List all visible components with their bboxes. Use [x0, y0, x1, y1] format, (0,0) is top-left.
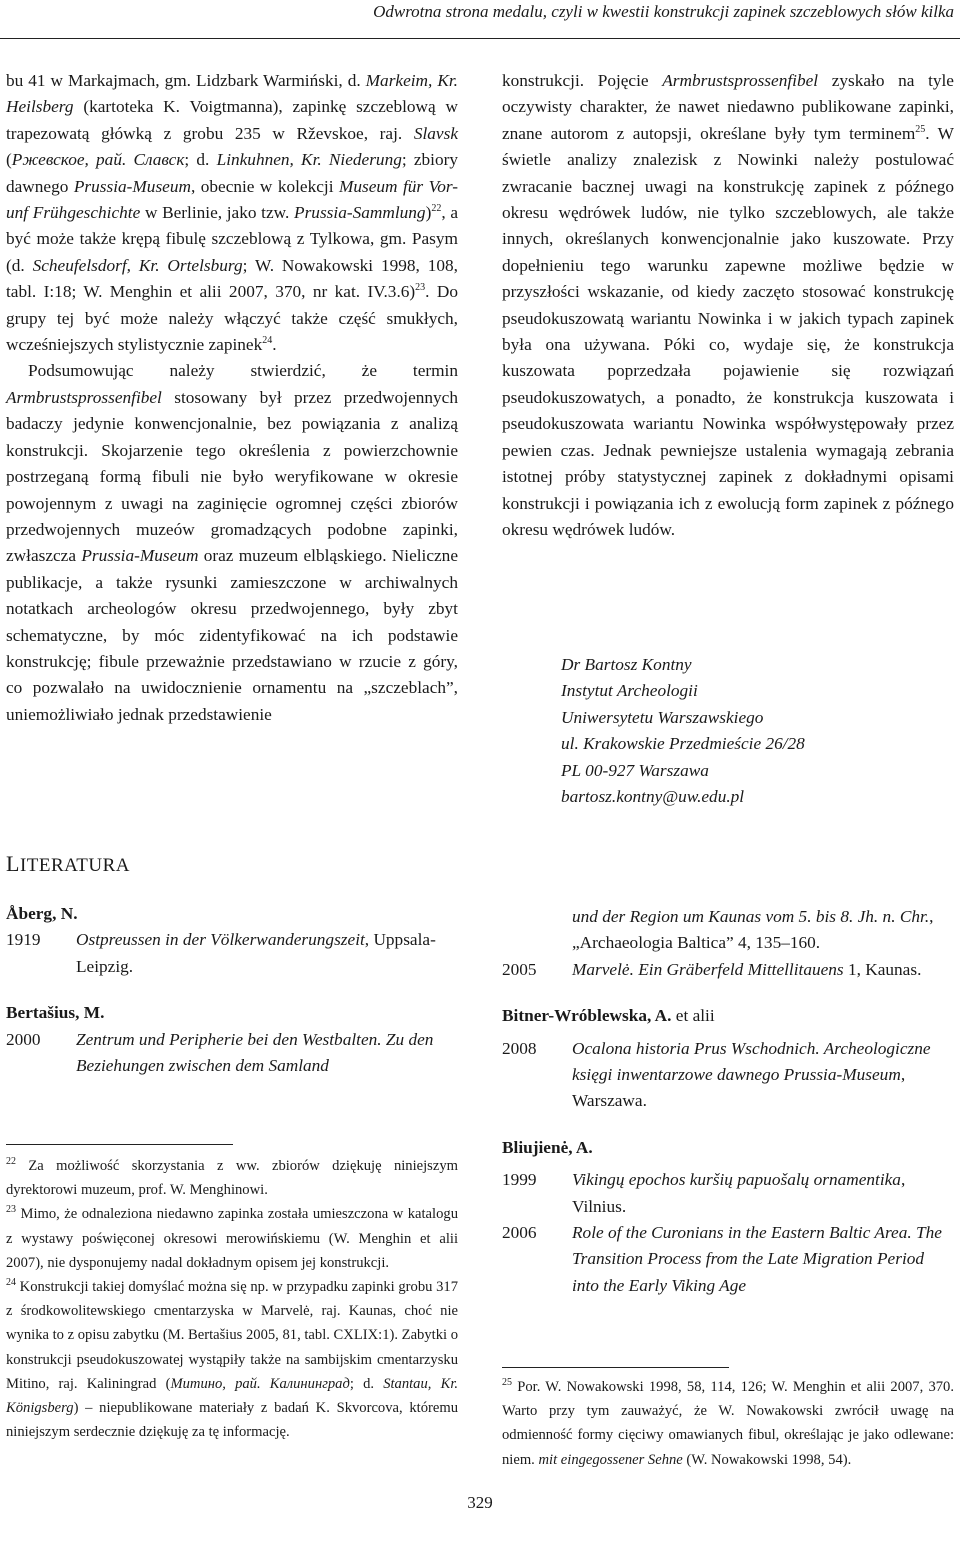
footnotes-left — [6, 1154, 458, 1444]
bib-author: Åberg, N. — [6, 904, 78, 923]
bib-entry: 2005 Marvelė. Ein Gräberfeld Mittellitauens 1, Kaunas. — [502, 959, 922, 979]
author-email: bartosz.kontny@uw.edu.pl — [561, 787, 745, 807]
footnote-24: $^{24}$ Konstrukcji takiej domyślać można się np. w przypadku zapinki grobu 317 z środkowolitewskiego cmentarzyska w Marvelė, raj. Kaunas, choć nie wynika to z opisu zabytku (M. Bertašius 2005, 81, tabl. CXLIX:1). Zabytki o konstrukcji pseudokuszowatej wystąpiły także na sambijskim cmentarzysku Mitino, raj. Kaliningrad (Митино, рай. Калининград; d. Stantau, Kr. Königsberg) – niepublikowane materiały z badań K. Skvorcova, któremu niniejszym serdecznie dziękuję za tę informację. — [6, 1277, 459, 1441]
bib-entry: 2008 Ocalona historia Prus Wschodnich. Archeologiczne księgi inwentarzowe dawnego Prussia-Museum, Warszawa. — [502, 1038, 931, 1111]
footnotes-right — [502, 1375, 954, 1472]
left-paragraph-2: Podsumowując należy stwierdzić, że termin Armbrustsprossenfibel stosowany był przez przedwojennych badaczy jedynie konwencjonalnie, bez powiązania z analizą konstrukcji. Skojarzenie tego określenia z powierzchownie postrzeganą formą fibuli nie było weryfikowane w okresie powojennym z uwagi na zaginięcie ogromnej części zbiorów przedwojennych muzeów gromadzących podobne zapinki, zwłaszcza Prussia-Museum oraz muzeum elbląskiego. Nieliczne publikacje, a także rysunki zamieszczone w archiwalnych notatkach archeologów okresu przedwojennego, były zbyt schematyczne, by móc zidentyfikować na ich podstawie konstrukcję; fibule przeważnie przedstawiano w rzucie z góry, co pozwalało na uwidocznienie ornamentu na „szczeblach”, uniemożliwiało jednak przedstawienie — [6, 361, 458, 724]
bib-author: Bitner-Wróblewska, A. et alii — [502, 1006, 715, 1026]
bib-entry: 1919 Ostpreussen in der Völkerwanderungszeit, Uppsala-Leipzig. — [6, 930, 436, 976]
left-column — [6, 68, 458, 728]
right-paragraph-1: konstrukcji. Pojęcie Armbrustsprossenfibel zyskało na tyle oczywisty charakter, że nawet niedawno publikowane zapinki, znane autorom z autopsji, określane były tym terminem$^{25}$. W świetle analizy znalezisk z Nowinki należy postulować zwracanie bacznej uwagi na konstrukcję zapinek z późnego okresu wędrówek ludów, nie tylko szczeblowych, ale także innych, określanych konwencjonalnie jako kuszowate. Przy dopełnieniu tego warunku zapewne możliwe będzie w przyszłości wskazanie, od kiedy zaczęto stosować konstrukcję pseudokuszowatą wariantu Nowinka i w jakich typach zapinek była ona używana. Póki co, wydaje się, że konstrukcja kuszowata poprzedzała pojawienie się rozwiązań pseudokuszowatych, a ponadto, że konstrukcja kuszowata i pseudokuszowata wariantu Nowinka współwystępowały przez pewien czas. Jednak pewniejsze ustalenia wymagają zebrania istotnej próby statystycznej zapinek z dokładnymi opisami konstrukcji i powiązania ich z ewolucją form zapinek z późnego okresu wędrówek ludów. — [502, 71, 954, 539]
author-line: PL 00-927 Warszawa — [561, 760, 709, 780]
left-paragraph-1: bu 41 w Markajmach, gm. Lidzbark Warmiński, d. Markeim, Kr. Heilsberg (kartoteka K. Voigtmanna), zapinkę szczeblową w trapezowatą główką z grobu 235 w Rževskoe, raj. Slavsk (Ржевское, рай. Славск; d. Linkuhnen, Kr. Niederung; zbiory dawnego Prussia-Museum, obecnie w kolekcji Museum für Vor- unf Frühgeschichte w Berlinie, jako tzw. Prussia-Sammlung)$^{22}$, a być może także krępą fibulę szczeblową z Tylkowa, gm. Pasym (d. Scheufelsdorf, Kr. Ortelsburg; W. Nowakowski 1998, 108, tabl. I:18; W. Menghin et alii 2007, 370, nr kat. IV.3.6)$^{23}$. Do grupy tej być może należy włączyć także część smukłych, wcześniejszych stylistycznie zapinek$^{24}$. — [6, 71, 459, 355]
bibliography-left — [6, 901, 458, 1079]
bib-entry: 2000 Zentrum und Peripherie bei den Westbalten. Zu den Beziehungen zwischen dem Samland — [6, 1029, 434, 1076]
bibliography-right — [502, 904, 954, 1299]
right-column — [502, 68, 954, 543]
bib-author: Bertašius, M. — [6, 1003, 105, 1023]
running-title: Odwrotna strona medalu, czyli w kwestii konstrukcji zapinek szczeblowych słów kilka — [373, 2, 954, 21]
author-line: ul. Krakowskie Przedmieście 26/28 — [561, 734, 805, 754]
footnote-rule — [502, 1367, 729, 1368]
author-address — [561, 652, 805, 810]
footnote-22: $^{22}$ Za możliwość skorzystania z ww. zbiorów dziękuję niniejszym dyrektorowi muzeum, prof. W. Menghinowi. — [6, 1156, 458, 1199]
footnote-23: $^{23}$ Mimo, że odnaleziona niedawno zapinka została umieszczona w katalogu z wystawy poświęconej okresowi merowińskiemu (W. Menghin et alii 2007), nie dysponujemy nadal dokładnym opisem jej konstrukcji. — [6, 1204, 458, 1271]
footnote-rule — [6, 1144, 233, 1145]
author-line: Uniwersytetu Warszawskiego — [561, 707, 764, 727]
footnote-25: $^{25}$ Por. W. Nowakowski 1998, 58, 114, 126; W. Menghin et alii 2007, 370. Warto przy tym zauważyć, że W. Nowakowski zwrócił uwagę na odmienność formy cięciwy omawianych fibul, określając je jako odlewane: niem. mit eingegossener Sehne (W. Nowakowski 1998, 54). — [502, 1377, 954, 1468]
author-line: Instytut Archeologii — [561, 681, 698, 701]
page-number: 329 — [467, 1493, 493, 1512]
literature-heading: LITERATURA — [6, 851, 131, 876]
bib-author: Bliujienė, A. — [502, 1137, 593, 1157]
bib-entry: 2006 Role of the Curonians in the Eastern Baltic Area. The Transition Process from the Late Migration Period into the Early Viking Age — [502, 1223, 942, 1295]
bib-entry: und der Region um Kaunas vom 5. bis 8. Jh. n. Chr., „Archaeologia Baltica” 4, 135–160. — [572, 907, 934, 953]
bib-entry: 1999 Vikingų epochos kuršių papuošalų ornamentika, Vilnius. — [502, 1170, 906, 1216]
author-line: Dr Bartosz Kontny — [561, 655, 692, 674]
header-rule — [0, 38, 960, 39]
